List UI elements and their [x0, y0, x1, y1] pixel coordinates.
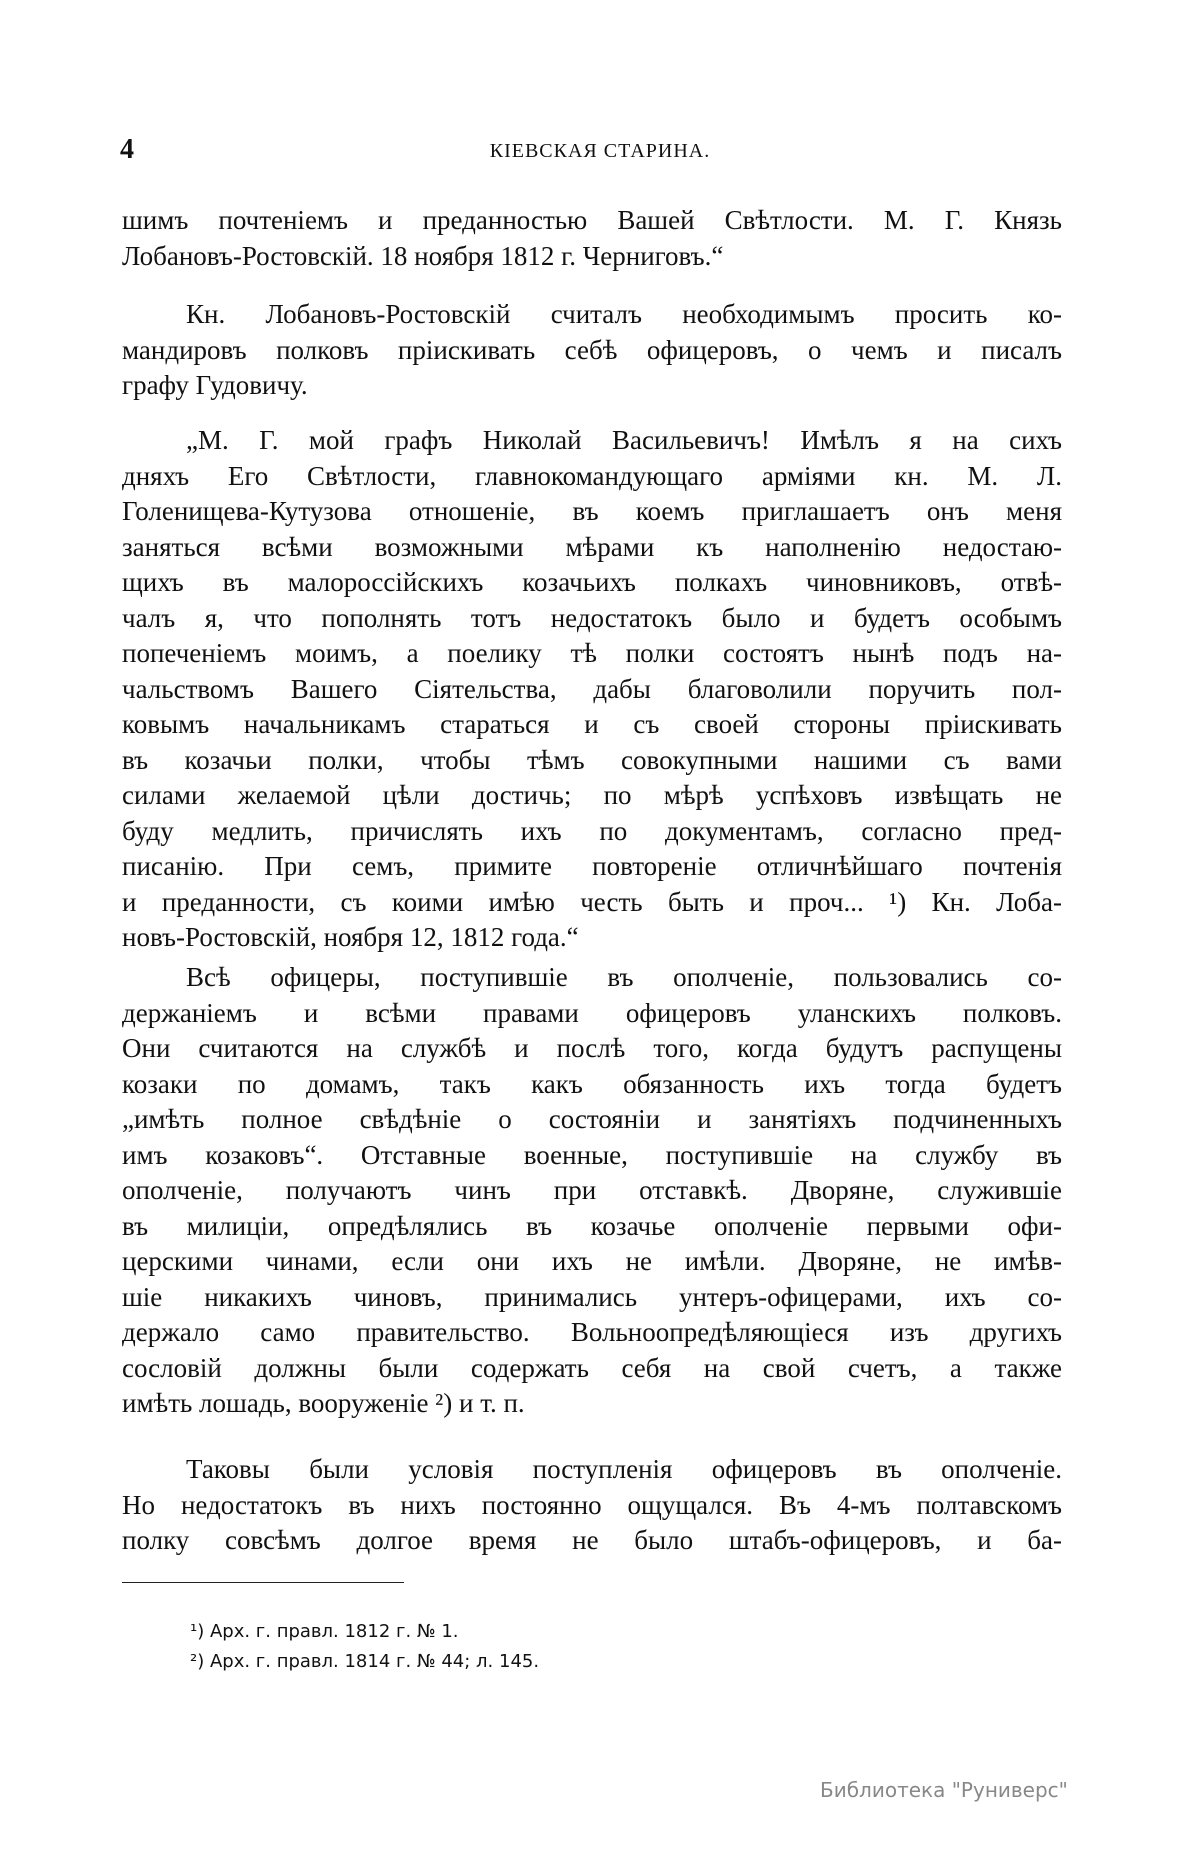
text-line: держало само правительство. Вольноопредѣляющіеся изъ другихъ [122, 1317, 1062, 1347]
paragraph-5 [122, 1452, 1062, 1559]
footnote-divider [122, 1582, 404, 1583]
text-line: попеченіемъ моимъ, а поелику тѣ полки состоятъ нынѣ подъ на- [122, 638, 1062, 668]
text-line: Голенищева-Кутузова отношеніе, въ коемъ приглашаетъ онъ меня [122, 496, 1062, 526]
text-line: Таковы были условія поступленія офицеровъ въ ополченіе. [186, 1454, 1062, 1484]
text-line: чалъ я, что пополнять тотъ недостатокъ было и будетъ особымъ [122, 602, 1062, 633]
text-line: Всѣ офицеры, поступившіе въ ополченіе, пользовались со- [186, 962, 1062, 992]
paragraph-4 [122, 960, 1062, 1422]
text-line: Они считаются на службѣ и послѣ того, когда будутъ распущены [122, 1033, 1062, 1063]
text-line: имѣть лошадь, вооруженіе ²) и т. п. [122, 1388, 525, 1418]
text-line: Лобановъ-Ростовскій. 18 ноября 1812 г. Черниговъ.“ [122, 240, 724, 271]
text-line: мандировъ полковъ пріискивать себѣ офицеровъ, о чемъ и писалъ [122, 334, 1062, 365]
text-line: шіе никакихъ чиновъ, принимались унтеръ-офицерами, ихъ со- [122, 1281, 1062, 1312]
text-line: имъ козаковъ“. Отставные военные, поступившіе на службу въ [122, 1139, 1062, 1170]
text-line: заняться всѣми возможными мѣрами къ наполненію недостаю- [122, 531, 1062, 562]
text-line: ковымъ начальникамъ стараться и съ своей стороны пріискивать [122, 709, 1062, 739]
paragraph-1 [122, 203, 1062, 274]
footnote-2: ²) Арх. г. правл. 1814 г. № 44; л. 145. [190, 1651, 540, 1672]
page-number: 4 [120, 134, 134, 165]
running-title: КІЕВСКАЯ СТАРИНА. [489, 140, 711, 162]
text-line: въ милиціи, опредѣлялись въ козачье ополченіе первыми офи- [122, 1210, 1062, 1241]
text-line: шимъ почтеніемъ и преданностью Вашей Свѣтлости. М. Г. Князь [122, 205, 1062, 235]
text-line: „имѣть полное свѣдѣніе о состояніи и занятіяхъ подчиненныхъ [122, 1104, 1062, 1134]
text-line: церскими чинами, если они ихъ не имѣли. Дворяне, не имѣв- [122, 1246, 1062, 1276]
text-line: держаніемъ и всѣми правами офицеровъ уланскихъ полковъ. [122, 997, 1062, 1028]
paragraph-2 [122, 297, 1062, 404]
text-line: полку совсѣмъ долгое время не было штабъ-офицеровъ, и ба- [122, 1525, 1062, 1555]
paragraph-3-letter [122, 423, 1062, 956]
text-line: сословій должны были содержать себя на свой счетъ, а также [122, 1352, 1062, 1383]
text-line: въ козачьи полки, чтобы тѣмъ совокупными нашими съ вами [122, 744, 1062, 775]
text-line: новъ-Ростовскій, ноября 12, 1812 года.“ [122, 922, 579, 952]
text-line: буду медлить, причислять ихъ по документамъ, согласно пред- [122, 815, 1062, 846]
text-line: графу Гудовичу. [122, 370, 308, 400]
text-line: дняхъ Его Свѣтлости, главнокомандующаго арміями кн. М. Л. [122, 460, 1062, 491]
text-line: силами желаемой цѣли достичь; по мѣрѣ успѣховъ извѣщать не [122, 780, 1062, 810]
text-line: чальствомъ Вашего Сіятельства, дабы благоволили поручить пол- [122, 673, 1062, 704]
text-line: „М. Г. мой графъ Николай Васильевичъ! Имѣлъ я на сихъ [186, 425, 1062, 455]
text-line: Кн. Лобановъ-Ростовскій считалъ необходимымъ просить ко- [186, 299, 1062, 329]
text-line: Но недостатокъ въ нихъ постоянно ощущался. Въ 4-мъ полтавскомъ [122, 1489, 1062, 1520]
text-line: щихъ въ малороссійскихъ козачьихъ полкахъ чиновниковъ, отвѣ- [122, 567, 1062, 597]
library-watermark: Библиотека "Руниверс" [820, 1778, 1068, 1802]
text-line: ополченіе, получаютъ чинъ при отставкѣ. Дворяне, служившіе [122, 1175, 1062, 1205]
footnote-1: ¹) Арх. г. правл. 1812 г. № 1. [190, 1621, 459, 1642]
text-line: и преданности, съ коими имѣю честь быть и проч... ¹) Кн. Лоба- [122, 886, 1062, 917]
text-line: козаки по домамъ, такъ какъ обязанность ихъ тогда будетъ [122, 1068, 1062, 1099]
text-line: писанію. При семъ, примите повтореніе отличнѣйшаго почтенія [122, 851, 1062, 881]
